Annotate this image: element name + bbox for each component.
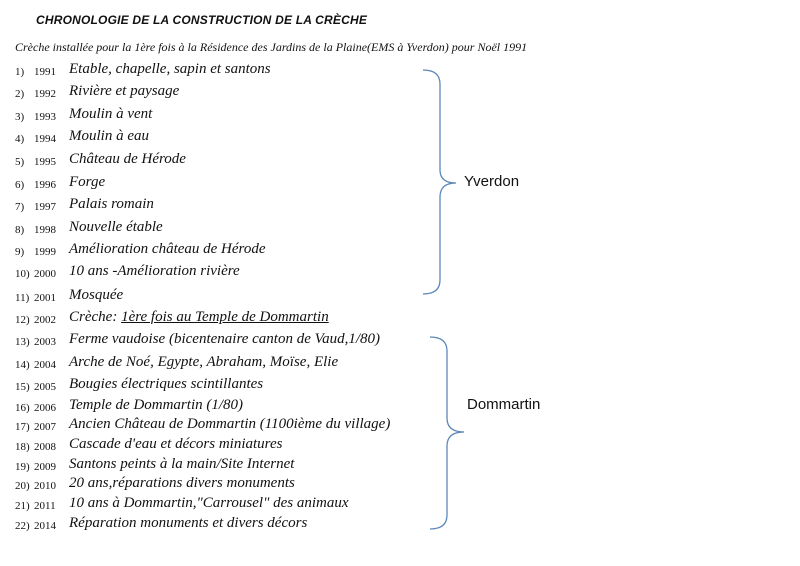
entry-year: 2014 [34, 520, 56, 532]
entry-year: 1994 [34, 133, 56, 145]
entry-year: 1993 [34, 111, 56, 123]
entry-number: 10) [15, 268, 30, 280]
entry-year: 2003 [34, 336, 56, 348]
entry-underlined-text: 1ère fois au Temple de Dommartin [121, 309, 329, 325]
document-title: CHRONOLOGIE DE LA CONSTRUCTION DE LA CRÈCHE [36, 13, 368, 27]
entry-text: Santons peints à la main/Site Internet [69, 456, 295, 472]
entry-number: 22) [15, 520, 30, 532]
entry-number: 6) [15, 179, 25, 191]
dommartin-bracket [430, 337, 464, 529]
entry-year: 2010 [34, 480, 56, 492]
entry-number: 8) [15, 224, 25, 236]
entry-number: 15) [15, 381, 30, 393]
entry-year: 2001 [34, 292, 56, 304]
entry-number: 9) [15, 246, 25, 258]
entry-text: 10 ans à Dommartin,"Carrousel" des animaux [69, 495, 349, 511]
entry-text: Château de Hérode [69, 151, 186, 167]
yverdon-bracket [423, 70, 456, 294]
entry-text: Etable, chapelle, sapin et santons [69, 61, 271, 77]
entry-number: 14) [15, 359, 30, 371]
entry-number: 13) [15, 336, 30, 348]
group-label-yverdon: Yverdon [464, 173, 520, 190]
document-subtitle: Crèche installée pour la 1ère fois à la Résidence des Jardins de la Plaine(EMS à Yverdon) pour Noël 1991 [15, 40, 528, 54]
entry-number: 3) [15, 111, 25, 123]
entry-text: Ancien Château de Dommartin (1100ième du village) [69, 416, 391, 432]
entry-text: Forge [69, 174, 106, 190]
entry-year: 1998 [34, 224, 56, 236]
entry-text: Crèche: [69, 309, 122, 325]
entry-year: 2009 [34, 461, 56, 473]
entry-text: Bougies électriques scintillantes [69, 376, 264, 392]
entry-text: Rivière et paysage [69, 83, 180, 99]
entry-year: 1999 [34, 246, 56, 258]
entry-text: Nouvelle étable [69, 219, 163, 235]
entry-number: 21) [15, 500, 30, 512]
entry-year: 2006 [34, 402, 56, 414]
entry-text: Ferme vaudoise (bicentenaire canton de Vaud,1/80) [69, 331, 381, 347]
entry-number: 17) [15, 421, 30, 433]
entry-year: 1997 [34, 201, 56, 213]
entry-number: 11) [15, 292, 30, 304]
entry-year: 2005 [34, 381, 56, 393]
entry-year: 1995 [34, 156, 56, 168]
entry-text: 20 ans,réparations divers monuments [69, 475, 295, 491]
entry-text: Réparation monuments et divers décors [69, 515, 308, 531]
entry-text: Palais romain [69, 196, 154, 212]
entry-number: 5) [15, 156, 25, 168]
entry-text: Moulin à vent [69, 106, 153, 122]
entry-year: 2007 [34, 421, 56, 433]
entry-number: 19) [15, 461, 30, 473]
entry-text: 10 ans -Amélioration rivière [69, 263, 240, 279]
entry-number: 12) [15, 314, 30, 326]
entry-number: 2) [15, 88, 25, 100]
entry-number: 18) [15, 441, 30, 453]
entry-text: Mosquée [69, 287, 124, 303]
entry-year: 2008 [34, 441, 56, 453]
entry-text: Cascade d'eau et décors miniatures [69, 436, 283, 452]
entry-number: 16) [15, 402, 30, 414]
entry-year: 2004 [34, 359, 56, 371]
entry-number: 20) [15, 480, 30, 492]
entry-year: 2011 [34, 500, 56, 512]
entry-number: 4) [15, 133, 25, 145]
entry-number: 1) [15, 66, 25, 78]
entry-text: Moulin à eau [69, 128, 149, 144]
entry-text: Temple de Dommartin (1/80) [69, 397, 244, 413]
entry-number: 7) [15, 201, 25, 213]
entry-year: 1992 [34, 88, 56, 100]
entry-text: Arche de Noé, Egypte, Abraham, Moïse, Elie [69, 354, 339, 370]
entry-year: 1996 [34, 179, 56, 191]
entry-text: Amélioration château de Hérode [69, 241, 266, 257]
group-label-dommartin: Dommartin [467, 396, 541, 413]
entry-year: 2000 [34, 268, 56, 280]
entry-year: 2002 [34, 314, 56, 326]
entry-year: 1991 [34, 66, 56, 78]
